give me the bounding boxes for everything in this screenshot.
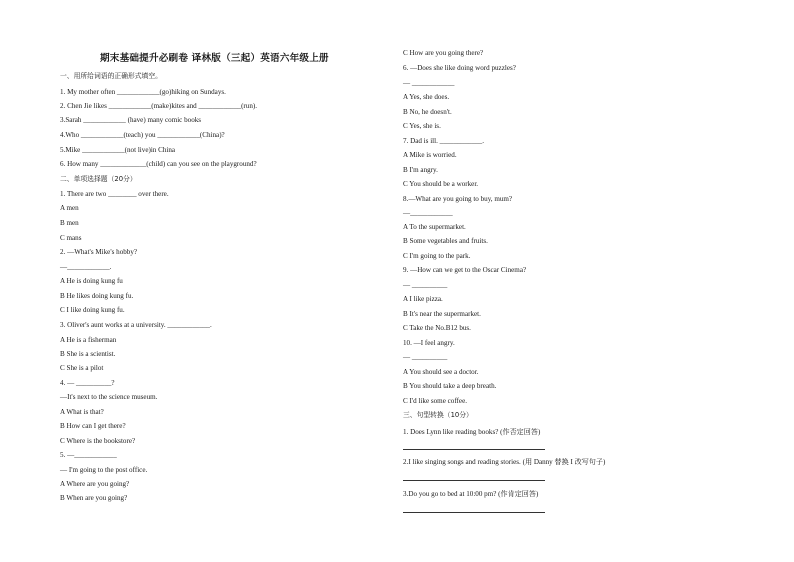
right-line: A Yes, she does. (403, 93, 450, 101)
right-line: 6. —Does she like doing word puzzles? (403, 64, 516, 72)
left-line: 4.Who ____________(teach) you ____________(China)? (60, 131, 225, 139)
left-line: 1. There are two ________ over there. (60, 190, 169, 198)
left-line: C mans (60, 234, 82, 242)
right-line: C Yes, she is. (403, 122, 441, 130)
right-line: — ____________ (403, 79, 455, 87)
left-line: A He is a fisherman (60, 336, 117, 344)
right-line: B You should take a deep breath. (403, 382, 497, 390)
left-line: —____________. (60, 263, 112, 271)
right-line: 2.I like singing songs and reading stories. (用 Danny 替换 I 改写句子) (403, 458, 606, 466)
right-line: B No, he doesn't. (403, 108, 452, 116)
right-line: C I'd like some coffee. (403, 397, 467, 405)
left-line: A What is that? (60, 408, 104, 416)
page-title: 期末基础提升必刷卷 译林版（三起）英语六年级上册 (100, 53, 329, 64)
left-line: — I'm going to the post office. (60, 466, 148, 474)
answer-blank-line (403, 512, 545, 513)
left-line: 2. —What's Mike's hobby? (60, 248, 138, 256)
right-line: 10. —I feel angry. (403, 339, 455, 347)
right-line: A I like pizza. (403, 295, 443, 303)
left-line: 1. My mother often ____________(go)hiking on Sundays. (60, 88, 226, 96)
left-line: B men (60, 219, 79, 227)
answer-blank-line (403, 480, 545, 481)
right-line: A You should see a doctor. (403, 368, 479, 376)
left-line: A men (60, 204, 79, 212)
left-line: A He is doing kung fu (60, 277, 123, 285)
left-line: 2. Chen Jie likes ____________(make)kites and ____________(run). (60, 102, 258, 110)
left-line: 5. —____________ (60, 451, 117, 459)
left-line: B She is a scientist. (60, 350, 116, 358)
left-line: C She is a pilot (60, 364, 104, 372)
left-line: —It's next to the science museum. (60, 393, 158, 401)
right-line: 9. —How can we get to the Oscar Cinema? (403, 266, 527, 274)
right-line: C You should be a worker. (403, 180, 479, 188)
right-line: A Mike is worried. (403, 151, 457, 159)
left-line: 3.Sarah ____________ (have) many comic books (60, 116, 202, 124)
left-line: 6. How many _____________(child) can you see on the playground? (60, 160, 257, 168)
right-line: B It's near the supermarket. (403, 310, 481, 318)
left-line: 5.Mike ____________(not live)in China (60, 146, 176, 154)
left-section-heading: 二、单项选择题（20分） (60, 175, 137, 183)
right-line: — __________ (403, 281, 448, 289)
left-line: B He likes doing kung fu. (60, 292, 134, 300)
right-line: 8.—What are you going to buy, mum? (403, 195, 513, 203)
right-line: C I'm going to the park. (403, 252, 471, 260)
right-line: 7. Dad is ill. ____________. (403, 137, 484, 145)
answer-blank-line (403, 449, 545, 450)
right-line: B I'm angry. (403, 166, 438, 174)
left-line: C I like doing kung fu. (60, 306, 125, 314)
right-section-heading: 三、句型转换（10分） (403, 411, 473, 419)
right-line: — __________ (403, 353, 448, 361)
left-section-heading: 一、用所给词语的正确形式填空。 (60, 72, 162, 80)
left-line: 3. Oliver's aunt works at a university. ____________. (60, 321, 212, 329)
left-line: C Where is the bookstore? (60, 437, 136, 445)
left-line: A Where are you going? (60, 480, 130, 488)
right-line: 3.Do you go to bed at 10:00 pm? (作肯定回答) (403, 490, 539, 498)
left-line: B How can I get there? (60, 422, 126, 430)
right-line: A To the supermarket. (403, 223, 466, 231)
right-line: 1. Does Lynn like reading books? (作否定回答) (403, 428, 541, 436)
right-line: C Take the No.B12 bus. (403, 324, 471, 332)
left-line: 4. — __________? (60, 379, 115, 387)
right-line: —____________ (403, 209, 453, 217)
left-line: B When are you going? (60, 494, 128, 502)
right-line: B Some vegetables and fruits. (403, 237, 488, 245)
right-line: C How are you going there? (403, 49, 484, 57)
